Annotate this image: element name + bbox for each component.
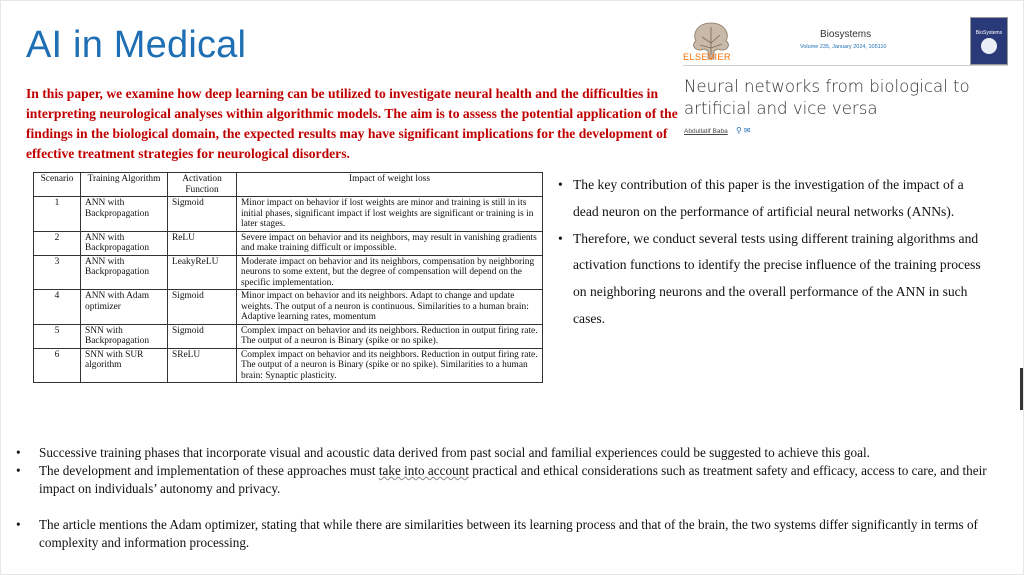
table-row [34, 197, 543, 232]
cell-algorithm: SNN with Backpropagation [81, 324, 168, 348]
author-icons [736, 126, 751, 135]
cell-algorithm: ANN with Adam optimizer [81, 290, 168, 325]
key-point-text: The key contribution of this paper is the investigation of the impact of a dead neuron on the performance of artificial neural networks (ANNs). [573, 177, 964, 219]
journal-volume[interactable]: Volume 235, January 2024, 105110 [800, 44, 887, 50]
scroll-indicator[interactable] [1020, 368, 1023, 410]
cell-impact: Minor impact on behavior and its neighbors. Adapt to change and update weights. The output of a neuron is continuous. Similarities to a human brain: Adaptive learning rates, momentum [237, 290, 543, 325]
header-divider [683, 65, 1008, 66]
cell-scenario: 2 [34, 231, 81, 255]
list-item [16, 444, 1006, 462]
cover-label: BioSystems [975, 30, 1003, 36]
bullet-icon: • [558, 177, 563, 192]
cell-scenario: 5 [34, 324, 81, 348]
list-item [16, 516, 1006, 552]
cell-impact: Complex impact on behavior and its neighbors. Reduction in output firing rate. The output of a neuron is Binary (spike or no spike). [237, 324, 543, 348]
paper-title: Neural networks from biological to artificial and vice versa [684, 77, 970, 118]
cover-emblem [981, 38, 997, 54]
cell-algorithm: ANN with Backpropagation [81, 231, 168, 255]
cell-algorithm: ANN with Backpropagation [81, 197, 168, 232]
table-row [34, 231, 543, 255]
cell-algorithm: ANN with Backpropagation [81, 255, 168, 290]
table-row [34, 348, 543, 383]
person-icon[interactable]: ⚲ [736, 126, 742, 135]
table-row [34, 255, 543, 290]
table-row [34, 290, 543, 325]
list-item [16, 462, 1006, 498]
bullet-text: Successive training phases that incorporate visual and acoustic data derived from past social and familial experiences could be suggested to achieve this goal. [39, 445, 870, 460]
list-item [556, 226, 986, 333]
cell-impact: Complex impact on behavior and its neighbors. Reduction in output firing rate. The output of a neuron is Binary (spike or no spike). Similarities to a human brain: Synaptic plasticity. [237, 348, 543, 383]
bottom-list [16, 444, 1006, 498]
scenario-table [33, 172, 543, 383]
bullet-icon: • [16, 517, 21, 532]
cell-scenario: 3 [34, 255, 81, 290]
cell-algorithm: SNN with SUR algorithm [81, 348, 168, 383]
cell-impact: Minor impact on behavior if lost weights are minor and training is still in its initial phases, significant impact if lost weights are significant or training is in later stages. [237, 197, 543, 232]
cell-impact: Moderate impact on behavior and its neighbors, compensation by neighboring neurons to some extent, but the degree of compensation will depend on the specific implementation. [237, 255, 543, 290]
bullet-icon: • [16, 463, 21, 478]
header-impact: Impact of weight loss [237, 173, 543, 197]
cell-impact: Severe impact on behavior and its neighbors, may result in vanishing gradients and make training difficult or impossible. [237, 231, 543, 255]
list-item [556, 172, 986, 226]
cell-scenario: 6 [34, 348, 81, 383]
table-row [34, 324, 543, 348]
cell-scenario: 1 [34, 197, 81, 232]
cell-activation: Sigmoid [168, 290, 237, 325]
table-header-row [34, 173, 543, 197]
cell-activation: Sigmoid [168, 197, 237, 232]
key-point-text: Therefore, we conduct several tests using different training algorithms and activation functions to identify the precise influence of the training process on neighboring neurons and the overall performance of the ANN in such cases. [573, 230, 981, 326]
key-points-list [556, 172, 986, 333]
bullet-text-part: practical and ethical considerations such as treatment safety and efficacy, access to care, and their impact on individuals’ autonomy and privacy. [39, 463, 987, 496]
journal-name[interactable]: Biosystems [820, 29, 872, 40]
bottom-list-2 [16, 516, 1006, 552]
publisher-name: ELSEVIER [683, 52, 732, 62]
cell-scenario: 4 [34, 290, 81, 325]
cell-activation: LeakyReLU [168, 255, 237, 290]
bullet-text-part: The development and implementation of these approaches must [39, 463, 379, 478]
bullet-text: The article mentions the Adam optimizer, stating that while there are similarities between its learning process and that of the brain, the two systems differ significantly in terms of complexity and information processing. [39, 517, 978, 550]
header-scenario: Scenario [34, 173, 81, 197]
header-training-algorithm: Training Algorithm [81, 173, 168, 197]
author-name[interactable]: Abdullatif Baba [684, 128, 728, 135]
bullet-icon: • [16, 445, 21, 460]
cell-activation: Sigmoid [168, 324, 237, 348]
journal-cover-image [970, 17, 1008, 65]
cell-activation: ReLU [168, 231, 237, 255]
header-activation-function: Activation Function [168, 173, 237, 197]
bullet-icon: • [558, 230, 563, 246]
cell-activation: SReLU [168, 348, 237, 383]
spellcheck-underlined-phrase: take into account [378, 463, 469, 478]
intro-paragraph: In this paper, we examine how deep learning can be utilized to investigate neural health and the difficulties in interpreting neurological analyses within algorithmic models. The aim is to assess the potential application of the findings in the biological domain, the expected results may have significant implications for the development of effective treatment strategies for neurological disorders. [26, 86, 678, 161]
slide-title: AI in Medical [26, 24, 247, 66]
email-icon[interactable]: ✉ [743, 126, 751, 135]
bullet-text [39, 463, 987, 496]
